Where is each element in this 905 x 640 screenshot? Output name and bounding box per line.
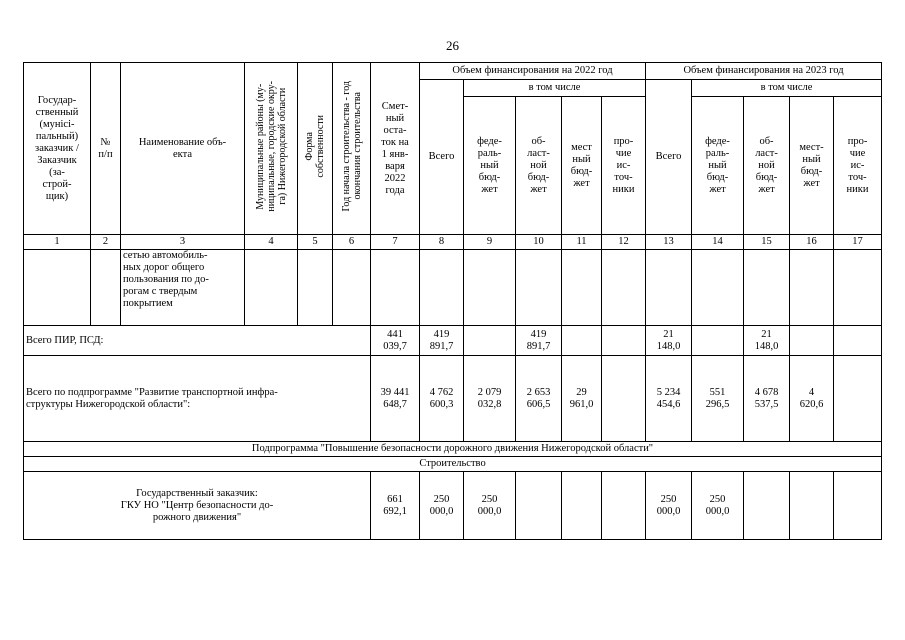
column-number: 17 [834,235,882,250]
column-number: 8 [420,235,464,250]
column-number: 15 [744,235,790,250]
header-customer: Государ- ственный (мунici- пальный) заказчик / Заказчик (за- строй- щик) [24,63,91,235]
subprogram-federal-2023: 551 296,5 [692,356,744,442]
subprogram-regional-2022: 2 653 606,5 [516,356,562,442]
header-federal-2022: феде- раль- ный бюд- жет [464,97,516,235]
page-number: 26 [446,38,459,53]
subprogram-title: Подпрограмма "Повышение безопасности дорожного движения Нижегородской области" [24,442,882,457]
column-number: 10 [516,235,562,250]
pir-total-2023: 21 148,0 [646,326,692,356]
header-object-name: Наименование объ- екта [121,63,245,235]
column-number: 14 [692,235,744,250]
subprogram-local-2022: 29 961,0 [562,356,602,442]
header-total-2023: Всего [646,80,692,235]
column-number: 7 [371,235,420,250]
header-ownership-cell [298,63,333,235]
column-number: 6 [333,235,371,250]
column-number: 12 [602,235,646,250]
column-number: 16 [790,235,834,250]
pir-regional-2022: 419 891,7 [516,326,562,356]
gku-federal-2023: 250 000,0 [692,472,744,540]
header-incl-2022: в том числе [464,80,646,97]
header-regional-2022: об- ласт- ной бюд- жет [516,97,562,235]
header-estimate: Смет- ный оста- ток на 1 янв- варя 2022 года [371,63,420,235]
column-number: 4 [245,235,298,250]
table-row [24,326,882,356]
header-years-cell [333,63,371,235]
gku-federal-2022: 250 000,0 [464,472,516,540]
subprogram-federal-2022: 2 079 032,8 [464,356,516,442]
object-name-continuation: сетью автомобиль- ных дорог общего пользования по до- рогам с твердым покрытием [121,250,245,326]
header-fin-2022: Объем финансирования на 2022 год [420,63,646,80]
pir-label: Всего ПИР, ПСД: [24,326,371,356]
header-local-2023: мест- ный бюд- жет [790,97,834,235]
gku-total-2022: 250 000,0 [420,472,464,540]
column-number: 5 [298,235,333,250]
table-row [24,356,882,442]
header-other-2023: про- чие ис- точ- ники [834,97,882,235]
column-number: 13 [646,235,692,250]
header-other-2022: про- чие ис- точ- ники [602,97,646,235]
pir-total-2022: 419 891,7 [420,326,464,356]
header-federal-2023: феде- раль- ный бюд- жет [692,97,744,235]
gku-estimate: 661 692,1 [371,472,420,540]
subprogram-total-2022: 4 762 600,3 [420,356,464,442]
subprogram-total-estimate: 39 441 648,7 [371,356,420,442]
column-number: 9 [464,235,516,250]
header-local-2022: мест ный бюд- жет [562,97,602,235]
column-number: 2 [91,235,121,250]
subprogram-total-2023: 5 234 454,6 [646,356,692,442]
pir-regional-2023: 21 148,0 [744,326,790,356]
header-regional-2023: об- ласт- ной бюд- жет [744,97,790,235]
financing-table [23,62,882,540]
gku-customer-label: Государственный заказчик: ГКУ НО "Центр безопасности до- рожного движения" [24,472,371,540]
subprogram-regional-2023: 4 678 537,5 [744,356,790,442]
table-row [24,472,882,540]
header-districts-cell [245,63,298,235]
section-construction: Строительство [24,457,882,472]
subprogram-total-label: Всего по подпрограмме "Развитие транспортной инфра- структуры Нижегородской области": [24,356,371,442]
column-number: 1 [24,235,91,250]
pir-estimate: 441 039,7 [371,326,420,356]
column-number: 11 [562,235,602,250]
header-ownership: Форма собственности [304,115,326,178]
header-fin-2023: Объем финансирования на 2023 год [646,63,882,80]
header-years: Год начала строительства - год окончания строительства [340,81,363,212]
column-number: 3 [121,235,245,250]
header-number: № п/п [91,63,121,235]
header-districts: Муниципальные районы (му- ниципальные, городские окру- га) Нижегородской области [254,81,288,212]
header-total-2022: Всего [420,80,464,235]
subprogram-local-2023: 4 620,6 [790,356,834,442]
header-incl-2023: в том числе [692,80,882,97]
gku-total-2023: 250 000,0 [646,472,692,540]
